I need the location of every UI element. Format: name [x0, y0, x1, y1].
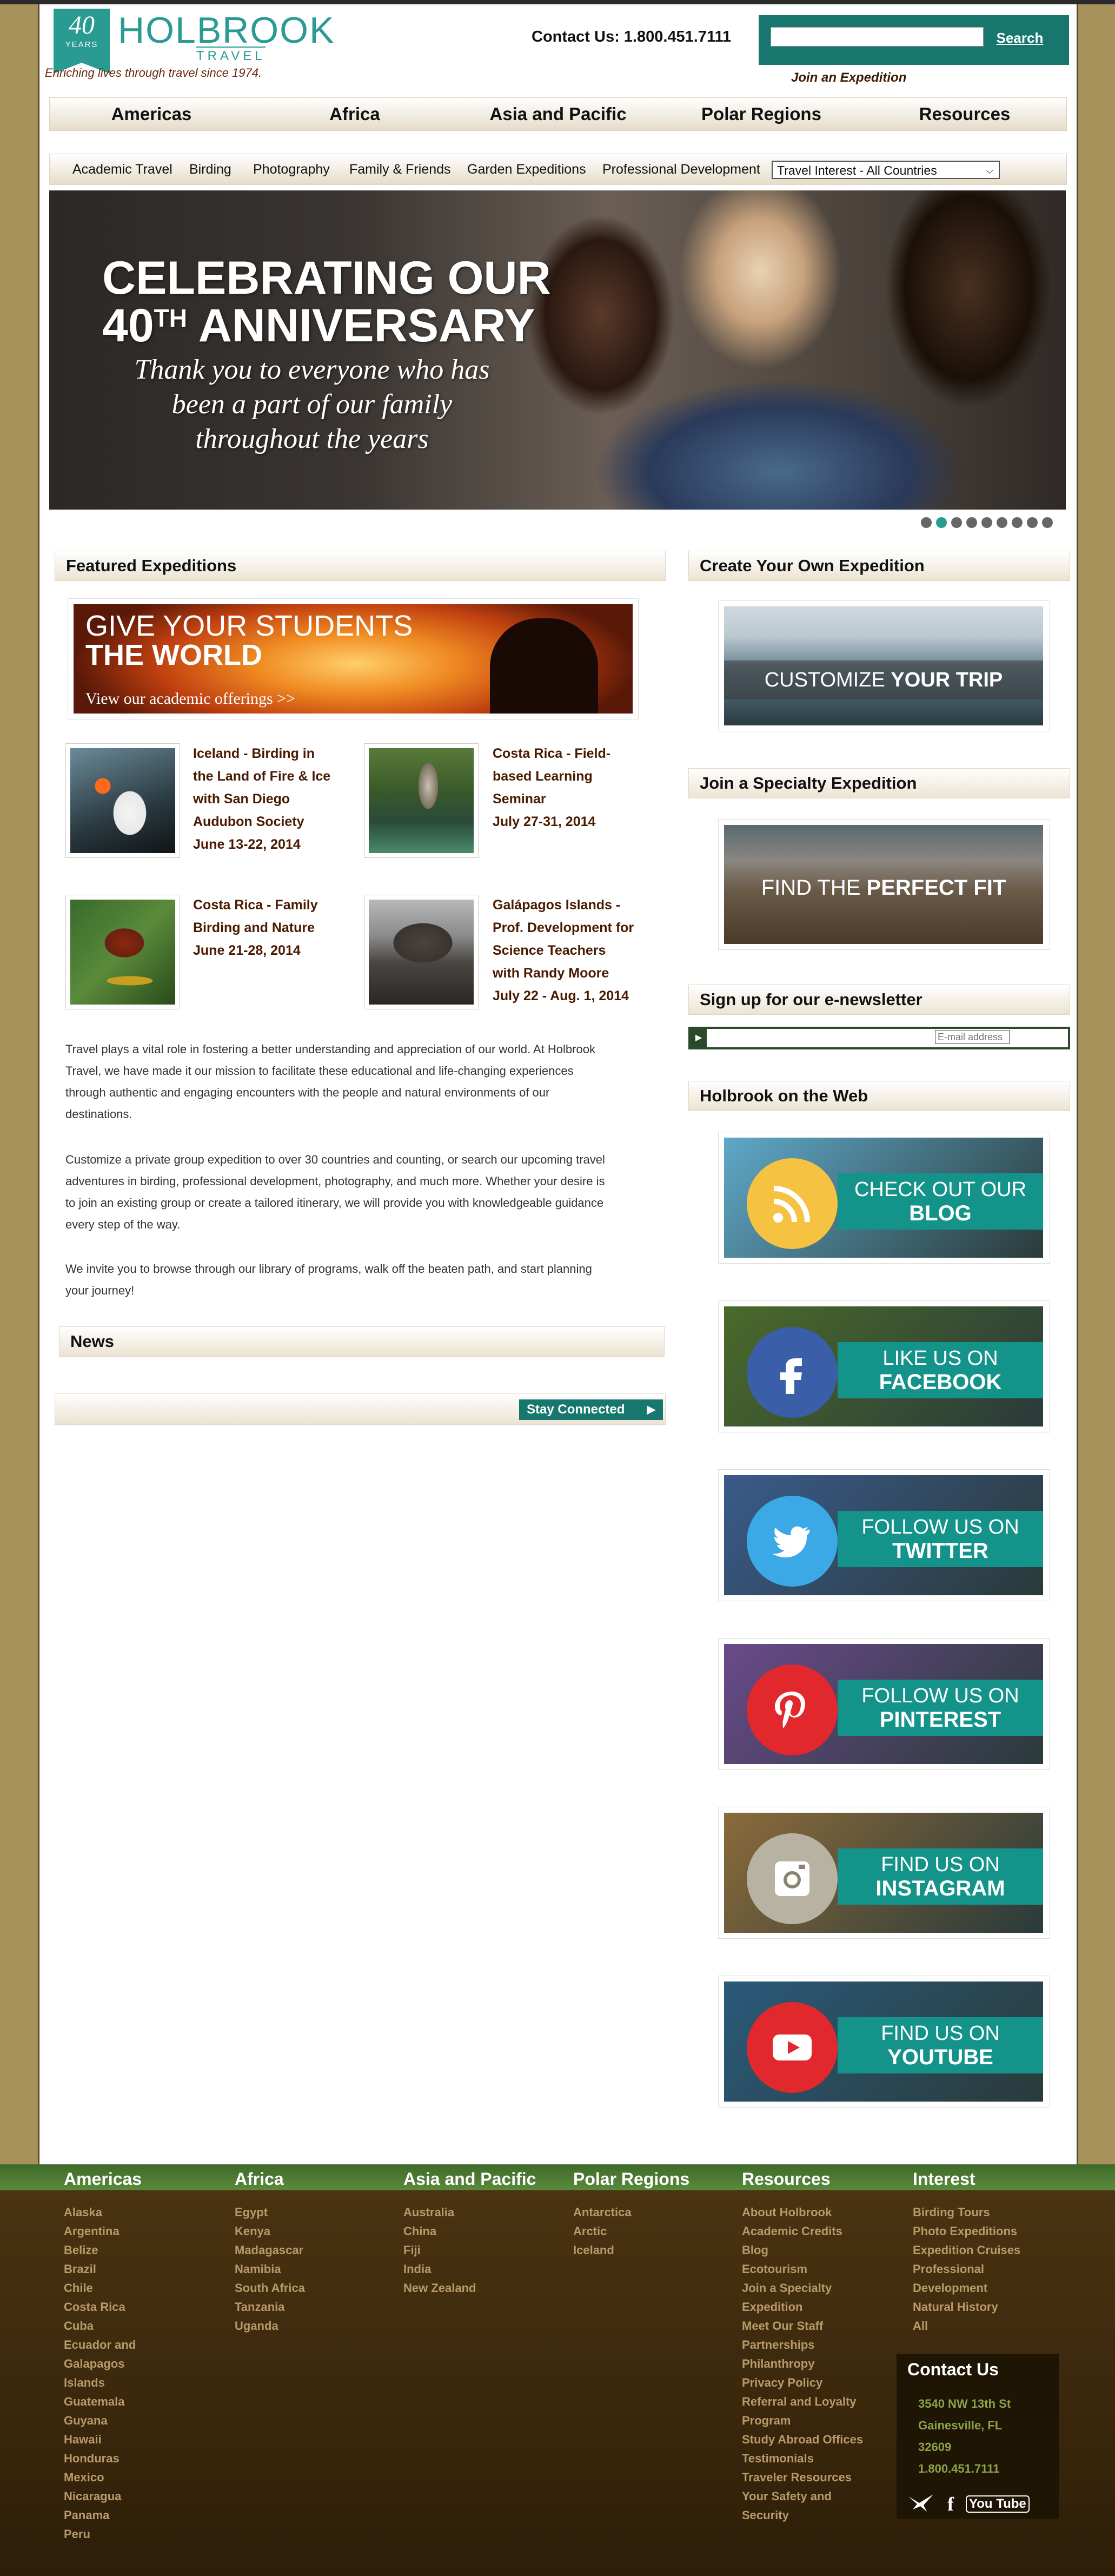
hero-title-anniversary: ANNIVERSARY	[198, 300, 535, 352]
stay-connected-button[interactable]	[519, 1399, 663, 1420]
expedition-title: Iceland - Birding in	[193, 746, 315, 761]
footer-link[interactable]: Philanthropy	[742, 2357, 815, 2370]
logo-years-number: 40	[69, 11, 95, 39]
expedition-title: Galápagos Islands -	[493, 897, 621, 913]
footer-link[interactable]: Antarctica	[573, 2205, 632, 2219]
intro-line: your journey!	[65, 1284, 135, 1297]
footer-link[interactable]: India	[403, 2262, 432, 2276]
subnav-academic-travel[interactable]: Academic Travel	[72, 162, 172, 177]
hero-subtitle-line: been a part of our family	[171, 389, 453, 420]
hero-subtitle	[101, 353, 523, 457]
carousel-dot[interactable]	[951, 517, 962, 528]
nav-polar-regions[interactable]: Polar Regions	[701, 104, 821, 124]
expedition-dates: July 22 - Aug. 1, 2014	[493, 988, 629, 1003]
perfect-fit-text	[724, 871, 1043, 904]
youtube-card-image	[724, 1981, 1043, 2102]
phone-line[interactable]: 1.800.451.7111	[918, 2462, 1000, 2475]
customize-text-bold: YOUR TRIP	[891, 669, 1003, 691]
hero-title-number: 40	[102, 300, 154, 352]
twitter-card-image	[724, 1475, 1043, 1595]
customize-trip-image	[724, 606, 1043, 725]
academic-offerings-banner[interactable]	[68, 598, 639, 719]
facebook-icon	[747, 1327, 838, 1418]
footer-link[interactable]: Natural History	[913, 2300, 998, 2314]
expedition-dates: July 27-31, 2014	[493, 814, 596, 829]
hero-banner[interactable]	[49, 190, 1066, 510]
footer-link[interactable]: Fiji	[403, 2243, 421, 2257]
intro-line: every step of the way.	[65, 1218, 181, 1231]
social-line1: FIND US ON	[881, 2022, 1000, 2045]
footer-link[interactable]: Arctic	[573, 2224, 607, 2238]
social-line1: CHECK OUT OUR	[854, 1178, 1027, 1201]
footer-link[interactable]: Guatemala	[64, 2395, 125, 2408]
youtube-icon	[747, 2002, 838, 2093]
carousel-dot[interactable]	[966, 517, 977, 528]
twitter-icon	[747, 1496, 838, 1587]
footer-link[interactable]: Costa Rica	[64, 2300, 125, 2314]
footer-column-interest	[913, 2170, 1020, 2335]
footer-link[interactable]: Guyana	[64, 2414, 108, 2427]
social-line1: FOLLOW US ON	[861, 1516, 1019, 1538]
logo-badge[interactable]	[54, 9, 110, 63]
hero-title	[102, 252, 551, 352]
intro-line: destinations.	[65, 1107, 132, 1121]
perfect-fit-image	[724, 825, 1043, 944]
footer-link[interactable]: Referral and Loyalty	[742, 2395, 857, 2408]
footer-link[interactable]: Privacy Policy	[742, 2376, 823, 2389]
specialty-expedition-title: Join a Specialty Expedition	[700, 774, 917, 792]
footer-link[interactable]: Honduras	[64, 2452, 120, 2465]
expedition-title: Science Teachers	[493, 943, 606, 958]
footer-link[interactable]: About Holbrook	[742, 2205, 832, 2219]
footer-link[interactable]: Egypt	[235, 2205, 268, 2219]
intro-line: through authentic and engaging encounters with the people and natural environments of our	[65, 1086, 550, 1099]
footer-link[interactable]: New Zealand	[403, 2281, 476, 2295]
featured-expeditions-title: Featured Expeditions	[66, 556, 237, 575]
footer-heading[interactable]: Interest	[913, 2169, 975, 2189]
footer-contact-address	[918, 2393, 1011, 2480]
footer-link[interactable]: Nicaragua	[64, 2489, 122, 2503]
expedition-title: based Learning	[493, 769, 593, 784]
stay-connected-bar	[55, 1393, 666, 1425]
expedition-title: Costa Rica - Field-	[493, 746, 611, 761]
footer-link[interactable]: Mexico	[64, 2471, 104, 2484]
intro-paragraph-2	[65, 1149, 666, 1236]
footer-link[interactable]: All	[913, 2319, 928, 2333]
address-line: 3540 NW 13th St	[918, 2397, 1011, 2410]
intro-line: Travel, we have made it our mission to facilitate these educational and life-changing experiences	[65, 1064, 574, 1078]
academic-banner-line1: GIVE YOUR STUDENTS	[85, 610, 413, 642]
expedition-dates: June 13-22, 2014	[193, 837, 301, 852]
footer-link[interactable]: Study Abroad Offices	[742, 2433, 864, 2446]
newsletter-submit-icon[interactable]: ▶	[691, 1029, 707, 1047]
bridge-image	[369, 748, 474, 853]
intro-line: Customize a private group expedition to over 30 countries and counting, or search our upcoming travel	[65, 1153, 605, 1166]
social-line1: FOLLOW US ON	[861, 1685, 1019, 1707]
footer-link[interactable]: Belize	[64, 2243, 98, 2257]
footer-link[interactable]: Galapagos	[64, 2357, 125, 2370]
hero-subtitle-line: throughout the years	[195, 424, 429, 454]
subnav-garden-expeditions[interactable]: Garden Expeditions	[467, 162, 586, 177]
footer-link[interactable]: Blog	[742, 2243, 768, 2257]
holbrook-web-title: Holbrook on the Web	[700, 1086, 868, 1105]
customize-trip-card[interactable]	[718, 600, 1050, 731]
footer-link[interactable]: Academic Credits	[742, 2224, 842, 2238]
tagline: Enriching lives through travel since 1974.	[45, 66, 262, 80]
footer-link[interactable]: Islands	[64, 2376, 105, 2389]
volcano-image	[369, 900, 474, 1005]
hero-title-line1: CELEBRATING OUR	[102, 252, 551, 304]
footer-link[interactable]: Chile	[64, 2281, 93, 2295]
expedition-item[interactable]	[193, 742, 350, 856]
top-bar	[0, 0, 1115, 4]
newsletter-form	[688, 1027, 1070, 1049]
header-contact: Contact Us: 1.800.451.7111	[532, 28, 732, 45]
footer-links	[573, 2203, 689, 2260]
expedition-title: the Land of Fire & Ice	[193, 769, 331, 784]
expedition-item[interactable]	[493, 742, 649, 833]
footer-link[interactable]: Ecuador and	[64, 2338, 136, 2352]
sub-nav	[49, 154, 1067, 185]
intro-line: Travel plays a vital role in fostering a better understanding and appreciation of our world. At Holbrook	[65, 1042, 595, 1056]
page-container	[38, 4, 1078, 2164]
footer-heading[interactable]: Asia and Pacific	[403, 2169, 536, 2189]
instagram-icon	[747, 1833, 838, 1924]
footer-links	[403, 2203, 536, 2297]
newsletter-title: Sign up for our e-newsletter	[700, 990, 922, 1009]
intro-line: adventures in birding, professional development, photography, and much more. Whether your desire is	[65, 1174, 605, 1188]
social-line2: TWITTER	[892, 1539, 988, 1563]
nav-americas[interactable]: Americas	[111, 104, 192, 124]
bird-logo-icon[interactable]	[907, 2493, 935, 2515]
chevron-down-icon: ⌵	[986, 165, 993, 176]
expedition-thumbnail[interactable]	[65, 895, 180, 1009]
expedition-title: Audubon Society	[193, 814, 304, 829]
facebook-icon[interactable]: f	[947, 2493, 954, 2515]
carousel-dot[interactable]	[981, 517, 992, 528]
social-line2: INSTAGRAM	[875, 1877, 1005, 1900]
footer-link[interactable]: Tanzania	[235, 2300, 285, 2314]
footer-link[interactable]: Meet Our Staff	[742, 2319, 824, 2333]
hero-subtitle-line: Thank you to everyone who has	[134, 354, 490, 385]
silhouette-figure	[490, 618, 598, 714]
newsletter-email-input[interactable]	[935, 1030, 1010, 1044]
news-title: News	[70, 1332, 114, 1351]
create-expedition-title: Create Your Own Expedition	[700, 556, 925, 575]
nav-africa[interactable]: Africa	[329, 104, 380, 124]
footer-links	[913, 2203, 1020, 2335]
logo-years-label: YEARS	[65, 40, 98, 49]
intro-line: We invite you to browse through our library of programs, walk off the beaten path, and start planning	[65, 1262, 592, 1276]
rss-icon	[747, 1158, 838, 1249]
facebook-card[interactable]	[718, 1300, 1050, 1432]
expedition-thumbnail[interactable]	[364, 743, 479, 858]
social-line2: YOUTUBE	[887, 2045, 993, 2069]
footer-contact-box	[897, 2354, 1059, 2519]
customize-trip-text	[724, 660, 1043, 699]
social-line1: LIKE US ON	[882, 1347, 998, 1370]
footer-link[interactable]: Uganda	[235, 2319, 278, 2333]
subnav-birding[interactable]: Birding	[189, 162, 231, 177]
footer-link[interactable]: Expedition	[742, 2300, 803, 2314]
subnav-photography[interactable]: Photography	[253, 162, 330, 177]
subnav-family-friends[interactable]: Family & Friends	[349, 162, 451, 177]
logo-travel: TRAVEL	[196, 47, 266, 64]
intro-line: to join an existing group or create a tailored itinerary, we will provide you with knowledgeable guidance	[65, 1196, 604, 1210]
footer-link[interactable]: Namibia	[235, 2262, 281, 2276]
footer-heading[interactable]: Africa	[235, 2169, 284, 2189]
expedition-title: Seminar	[493, 791, 546, 807]
footer-column-americas	[64, 2170, 142, 2544]
social-line2: PINTEREST	[879, 1708, 1001, 1732]
footer-link[interactable]: Argentina	[64, 2224, 120, 2238]
footer-link[interactable]: Panama	[64, 2508, 110, 2522]
footer-link[interactable]: Hawaii	[64, 2433, 102, 2446]
expedition-dates: June 21-28, 2014	[193, 943, 301, 958]
nav-asia-pacific[interactable]: Asia and Pacific	[489, 104, 627, 124]
travel-interest-select[interactable]	[772, 161, 1000, 179]
footer-link[interactable]: Your Safety and	[742, 2489, 832, 2503]
pinterest-card-image	[724, 1644, 1043, 1764]
perfect-fit-card[interactable]	[718, 819, 1050, 950]
pinterest-icon	[747, 1665, 838, 1755]
footer-link[interactable]: Iceland	[573, 2243, 614, 2257]
expedition-title: Prof. Development for	[493, 920, 634, 935]
footer-link[interactable]: Development	[913, 2281, 988, 2295]
expedition-item[interactable]	[493, 894, 649, 1007]
footer-links	[64, 2203, 142, 2544]
stay-connected-label: Stay Connected	[527, 1402, 625, 1417]
search-box	[759, 15, 1069, 65]
footer-link[interactable]: Brazil	[64, 2262, 96, 2276]
footer-link[interactable]: Madagascar	[235, 2243, 304, 2257]
customize-text-normal: CUSTOMIZE	[764, 669, 885, 691]
search-input[interactable]	[771, 27, 984, 47]
footer-link[interactable]: South Africa	[235, 2281, 305, 2295]
expedition-title: with Randy Moore	[493, 966, 609, 981]
blog-card-image	[724, 1138, 1043, 1258]
youtube-icon[interactable]: You Tube	[966, 2495, 1030, 2513]
address-line: 32609	[918, 2440, 952, 2454]
news-header	[59, 1326, 665, 1357]
carousel-dot[interactable]	[1012, 517, 1023, 528]
footer-heading[interactable]: Resources	[742, 2169, 831, 2189]
puffin-image	[70, 748, 175, 853]
footer-column-resources	[742, 2170, 863, 2525]
footer-social-icons	[907, 2493, 1030, 2515]
social-line1: FIND US ON	[881, 1853, 1000, 1876]
footer-heading[interactable]: Polar Regions	[573, 2169, 690, 2189]
footer-heading[interactable]: Americas	[64, 2169, 142, 2189]
footer-column-africa	[235, 2170, 305, 2335]
instagram-card-image	[724, 1813, 1043, 1933]
fit-text-normal: FIND THE	[761, 876, 861, 900]
expedition-item[interactable]	[193, 894, 350, 962]
subnav-professional-development[interactable]: Professional Development	[602, 162, 760, 177]
footer-column-asia-pacific	[403, 2170, 536, 2297]
join-expedition-link[interactable]: Join an Expedition	[791, 70, 907, 85]
bird-image	[70, 900, 175, 1005]
expedition-title: Costa Rica - Family	[193, 897, 318, 913]
footer-link[interactable]: Kenya	[235, 2224, 271, 2238]
footer-link[interactable]: China	[403, 2224, 437, 2238]
footer-link[interactable]: Traveler Resources	[742, 2471, 852, 2484]
arrow-right-icon: ▶	[647, 1404, 655, 1416]
travel-interest-select-value: Travel Interest - All Countries	[777, 163, 937, 177]
featured-expeditions-header	[55, 551, 666, 581]
instagram-card[interactable]	[718, 1807, 1050, 1939]
footer-column-polar-regions	[573, 2170, 689, 2260]
twitter-card[interactable]	[718, 1469, 1050, 1601]
footer-links	[235, 2203, 305, 2335]
main-nav	[49, 97, 1067, 131]
footer-link[interactable]: Testimonials	[742, 2452, 814, 2465]
pinterest-card[interactable]	[718, 1638, 1050, 1770]
footer-link[interactable]: Security	[742, 2508, 789, 2522]
expedition-title: Birding and Nature	[193, 920, 315, 935]
footer-link[interactable]: Expedition Cruises	[913, 2243, 1021, 2257]
hero-title-line2	[102, 300, 551, 352]
footer-link[interactable]: Program	[742, 2414, 791, 2427]
search-button[interactable]: Search	[990, 27, 1050, 49]
hero-carousel-dots	[921, 517, 1053, 528]
social-line2: FACEBOOK	[879, 1370, 1002, 1394]
academic-banner-link[interactable]: View our academic offerings >>	[85, 690, 296, 708]
footer-link[interactable]: Alaska	[64, 2205, 102, 2219]
blog-card[interactable]	[718, 1132, 1050, 1264]
facebook-card-image	[724, 1306, 1043, 1426]
intro-paragraph-1	[65, 1039, 666, 1125]
footer-link[interactable]: Partnerships	[742, 2338, 815, 2352]
specialty-expedition-header	[688, 768, 1070, 798]
carousel-dot[interactable]	[997, 517, 1007, 528]
youtube-card[interactable]	[718, 1976, 1050, 2108]
expedition-thumbnail[interactable]	[364, 895, 479, 1009]
carousel-dot[interactable]	[921, 517, 932, 528]
footer-link[interactable]: Peru	[64, 2527, 90, 2541]
expedition-title: with San Diego	[193, 791, 290, 807]
hero-title-suffix: TH	[154, 304, 187, 332]
footer-links	[742, 2203, 863, 2525]
academic-banner-line2: THE WORLD	[85, 639, 262, 671]
carousel-dot[interactable]	[1042, 517, 1053, 528]
create-expedition-header	[688, 551, 1070, 581]
fit-text-bold: PERFECT FIT	[866, 876, 1006, 900]
social-line2: BLOG	[909, 1201, 972, 1225]
footer-link[interactable]: Professional	[913, 2262, 985, 2276]
footer-link[interactable]: Birding Tours	[913, 2205, 990, 2219]
address-line: Gainesville, FL	[918, 2419, 1003, 2432]
logo-name[interactable]: HOLBROOK	[118, 10, 335, 51]
footer-link[interactable]: Photo Expeditions	[913, 2224, 1018, 2238]
holbrook-web-header	[688, 1081, 1070, 1111]
footer-link[interactable]: Ecotourism	[742, 2262, 808, 2276]
footer-contact-title: Contact Us	[907, 2360, 999, 2379]
footer-link[interactable]: Cuba	[64, 2319, 94, 2333]
footer-link[interactable]: Join a Specialty	[742, 2281, 832, 2295]
expedition-thumbnail[interactable]	[65, 743, 180, 858]
footer-link[interactable]: Australia	[403, 2205, 455, 2219]
academic-banner-image	[74, 604, 633, 714]
carousel-dot[interactable]	[1027, 517, 1038, 528]
carousel-dot[interactable]	[936, 517, 947, 528]
nav-resources[interactable]: Resources	[919, 104, 1011, 124]
intro-paragraph-3	[65, 1258, 666, 1302]
newsletter-header	[688, 985, 1070, 1015]
